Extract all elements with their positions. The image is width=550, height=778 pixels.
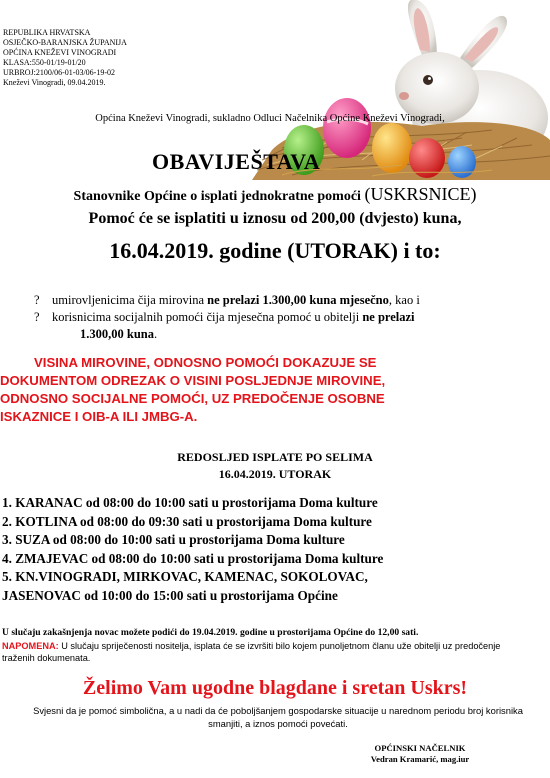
- eligibility-amount: 1.300,00 kuna: [80, 327, 154, 341]
- list-item: JASENOVAC od 10:00 do 15:00 sati u prostorijama Općine: [2, 587, 338, 603]
- announcement-line-1: [0, 184, 550, 205]
- holiday-wish: Želimo Vam ugodne blagdane i sretan Uskrs!: [82, 677, 468, 699]
- eligibility-text: umirovljenicima čija mirovina: [52, 293, 205, 307]
- signature-role: OPĆINSKI NAČELNIK: [374, 743, 466, 753]
- late-pickup-note: U slučaju zakašnjenja novac možete podići do 19.04.2019. godine u prostorijama Općine do 12,00 sati.: [2, 627, 419, 638]
- eligibility-item-social: [34, 309, 534, 326]
- list-item: 5. KN.VINOGRADI, MIRKOVAC, KAMENAC, SOKOLOVAC,: [2, 569, 368, 585]
- announcement-date-line: 16.04.2019. godine (UTORAK) i to:: [109, 238, 441, 263]
- napomena-text: U slučaju spriječenosti nositelja, isplata će se izvršiti bilo kojem punoljetnom članu uže obitelji uz predočenje traženih dokumenata.: [2, 641, 501, 663]
- header-line: Kneževi Vinogradi, 09.04.2019.: [3, 78, 106, 87]
- proof-notice-line: ODNOSNO SOCIJALNE POMOĆI, UZ PREDOČENJE OSOBNE: [0, 391, 385, 406]
- napomena-note: [2, 641, 532, 664]
- announcement-line-2: Pomoć će se isplatiti u iznosu od 200,00 (dvjesto) kuna,: [88, 210, 462, 227]
- header-line: OPĆINA KNEŽEVI VINOGRADI: [3, 48, 117, 57]
- eligibility-text-end: , kao i: [388, 293, 420, 307]
- header-line: REPUBLIKA HRVATSKA: [3, 28, 91, 37]
- header-line: OSJEČKO-BARANJSKA ŽUPANIJA: [3, 38, 127, 47]
- schedule-subtitle: 16.04.2019. UTORAK: [218, 467, 332, 481]
- announcement-highlight: (USKRSNICE): [364, 184, 477, 204]
- napomena-label: NAPOMENA:: [2, 641, 59, 651]
- signature-block: [350, 743, 490, 765]
- intro-text: Općina Kneževi Vinogradi, sukladno Odluci Načelnika Općine Kneževi Vinogradi,: [95, 113, 445, 124]
- eligibility-limit: ne prelazi: [362, 310, 415, 324]
- proof-notice: [0, 354, 522, 426]
- list-item: 4. ZMAJEVAC od 08:00 do 10:00 sati u prostorijama Doma kulture: [2, 550, 384, 566]
- closing-text: Svjesni da je pomoć simbolična, a u nadi da će poboljšanjem gospodarske situacije u narednom periodu broj korisnika smanjiti, a iznos pomoći povećati.: [33, 705, 523, 729]
- schedule-title: REDOSLJED ISPLATE PO SELIMA: [177, 450, 373, 464]
- list-item: 2. KOTLINA od 08:00 do 09:30 sati u prostorijama Doma kulture: [2, 513, 372, 529]
- bullet-marker: ?: [34, 293, 40, 307]
- schedule-heading: [0, 449, 550, 483]
- eligibility-text: korisnicima socijalnih pomoći čija mjesečna pomoć u obitelji: [52, 310, 360, 324]
- document-header: [3, 28, 127, 88]
- proof-notice-line: DOKUMENTOM ODREZAK O VISINI POSLJEDNJE MIROVINE,: [0, 373, 386, 388]
- eligibility-item-pensioners: [34, 292, 534, 309]
- list-item: 3. SUZA od 08:00 do 10:00 sati u prostorijama Doma kulture: [2, 532, 345, 548]
- proof-notice-line: VISINA MIROVINE, ODNOSNO POMOĆI DOKAZUJE SE: [34, 355, 377, 370]
- header-line: URBROJ:2100/06-01-03/06-19-02: [3, 68, 115, 77]
- proof-notice-line: ISKAZNICE I OIB-A ILI JMBG-A.: [0, 409, 198, 424]
- header-line: KLASA:550-01/19-01/20: [3, 58, 86, 67]
- announcement-line-1-text: Stanovnike Općine o isplati jednokratne pomoći: [73, 189, 361, 204]
- eligibility-tail: [34, 326, 534, 343]
- eligibility-limit: ne prelazi 1.300,00 kuna mjesečno: [207, 293, 389, 307]
- list-item: 1. KARANAC od 08:00 do 10:00 sati u prostorijama Doma kulture: [2, 495, 378, 510]
- bullet-marker: ?: [34, 310, 40, 324]
- schedule-list: [2, 494, 542, 606]
- notice-title: OBAVIJEŠTAVA: [152, 149, 321, 174]
- eligibility-tail-end: .: [153, 327, 158, 341]
- eligibility-list: [34, 292, 534, 343]
- signature-name: Vedran Kramarić, mag.iur: [370, 754, 470, 764]
